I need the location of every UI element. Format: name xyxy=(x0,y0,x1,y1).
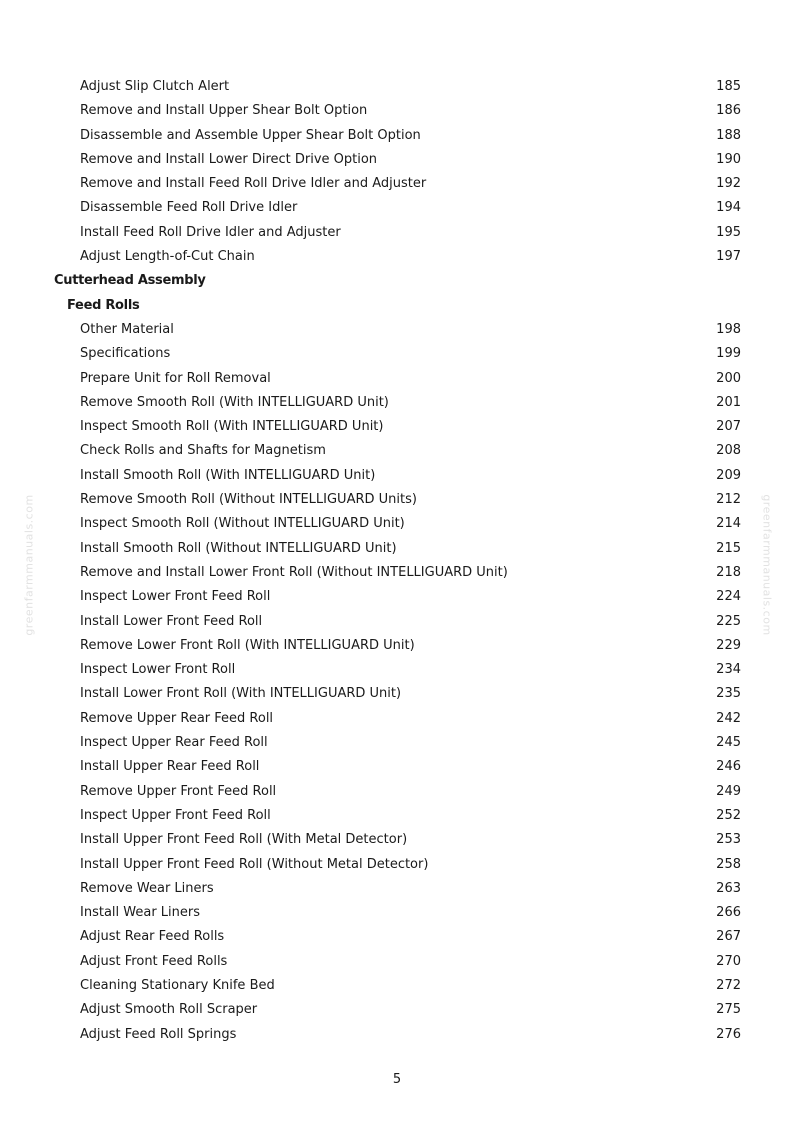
toc-entry-page: 235 xyxy=(716,686,741,702)
toc-entry[interactable] xyxy=(0,682,794,706)
toc-entry[interactable] xyxy=(0,318,794,342)
toc-entry-page: 194 xyxy=(716,200,741,216)
toc-entry-title: Adjust Front Feed Rolls xyxy=(80,953,228,969)
toc-entry-title: Install Feed Roll Drive Idler and Adjuster xyxy=(80,224,341,240)
toc-entry[interactable] xyxy=(0,804,794,828)
toc-entry-page: 276 xyxy=(716,1026,741,1042)
toc-entry-page: 200 xyxy=(716,370,741,386)
toc-section-heading[interactable] xyxy=(0,294,794,318)
toc-entry-title: Inspect Smooth Roll (With INTELLIGUARD Unit) xyxy=(80,419,384,435)
toc-entry-page: 215 xyxy=(716,540,741,556)
toc-entry-title: Inspect Smooth Roll (Without INTELLIGUARD Unit) xyxy=(80,516,405,532)
toc-entry-page: 267 xyxy=(716,929,741,945)
toc-entry[interactable] xyxy=(0,707,794,731)
toc-entry[interactable] xyxy=(0,245,794,269)
toc-entry[interactable] xyxy=(0,877,794,901)
toc-entry-page: 234 xyxy=(716,662,741,678)
toc-entry[interactable] xyxy=(0,925,794,949)
toc-entry-title: Adjust Smooth Roll Scraper xyxy=(80,1002,258,1018)
toc-entry-title: Disassemble and Assemble Upper Shear Bolt Option xyxy=(80,127,421,143)
page-number: 5 xyxy=(392,1072,402,1087)
watermark-right: greenfarmmanuals.com xyxy=(760,494,774,636)
watermark-left: greenfarmmanuals.com xyxy=(22,494,36,636)
toc-entry-page: 266 xyxy=(716,905,741,921)
toc-entry-title: Disassemble Feed Roll Drive Idler xyxy=(80,200,298,216)
toc-entry[interactable] xyxy=(0,148,794,172)
toc-entry-title: Remove and Install Upper Shear Bolt Option xyxy=(80,103,368,119)
toc-entry-title: Remove and Install Lower Direct Drive Option xyxy=(80,151,378,167)
toc-entry[interactable] xyxy=(0,1023,794,1047)
toc-entry-page: 199 xyxy=(716,346,741,362)
toc-entry[interactable] xyxy=(0,537,794,561)
toc-entry-page: 252 xyxy=(716,807,741,823)
toc-entry-page: 218 xyxy=(716,564,741,580)
toc-entry-page: 253 xyxy=(716,832,741,848)
toc-entry[interactable] xyxy=(0,439,794,463)
toc-entry-title: Adjust Slip Clutch Alert xyxy=(80,79,230,94)
toc-entry[interactable] xyxy=(0,99,794,123)
toc-entry[interactable] xyxy=(0,367,794,391)
toc-entry-page: 275 xyxy=(716,1002,741,1018)
toc-entry-title: Adjust Feed Roll Springs xyxy=(80,1026,237,1042)
toc-entry-title: Check Rolls and Shafts for Magnetism xyxy=(80,443,326,459)
toc-entry-title: Remove Smooth Roll (With INTELLIGUARD Unit) xyxy=(80,394,389,410)
toc-entry-title: Cleaning Stationary Knife Bed xyxy=(80,977,275,993)
toc-entry[interactable] xyxy=(0,342,794,366)
toc-entry-page: 245 xyxy=(716,735,741,751)
toc-entry-page: 263 xyxy=(716,880,741,896)
toc-entry[interactable] xyxy=(0,75,794,99)
toc-entry[interactable] xyxy=(0,731,794,755)
toc-entry[interactable] xyxy=(0,561,794,585)
toc-entry[interactable] xyxy=(0,634,794,658)
toc-entry-title: Install Smooth Roll (Without INTELLIGUARD Unit) xyxy=(80,540,397,556)
toc-entry-page: 212 xyxy=(716,492,741,508)
toc-entry-page: 214 xyxy=(716,516,741,532)
toc-entry-title: Remove Smooth Roll (Without INTELLIGUARD Units) xyxy=(80,492,417,508)
toc-entry-title: Specifications xyxy=(80,346,171,362)
toc-entry-page: 201 xyxy=(716,394,741,410)
toc-entry[interactable] xyxy=(0,172,794,196)
toc-entry[interactable] xyxy=(0,828,794,852)
toc-entry-title: Install Wear Liners xyxy=(80,905,201,921)
toc-entry[interactable] xyxy=(0,755,794,779)
toc-section-heading[interactable] xyxy=(0,269,794,293)
toc-entry[interactable] xyxy=(0,658,794,682)
toc-entry-title: Remove and Install Lower Front Roll (Without INTELLIGUARD Unit) xyxy=(80,564,508,580)
toc-entry-title: Inspect Lower Front Feed Roll xyxy=(80,589,271,605)
toc-entry-page: 188 xyxy=(716,127,741,143)
toc-entry-title: Inspect Lower Front Roll xyxy=(80,662,236,678)
toc-entry-title: Inspect Upper Front Feed Roll xyxy=(80,807,271,823)
toc-entry[interactable] xyxy=(0,415,794,439)
toc-entry-page: 198 xyxy=(716,321,741,337)
toc-entry-title: Other Material xyxy=(80,321,174,337)
toc-entry-title: Install Smooth Roll (With INTELLIGUARD Unit) xyxy=(80,467,376,483)
toc-entry-title: Adjust Rear Feed Rolls xyxy=(80,929,225,945)
toc-entry[interactable] xyxy=(0,124,794,148)
toc-entry-title: Install Upper Front Feed Roll (Without Metal Detector) xyxy=(80,856,429,872)
toc-entry-page: 229 xyxy=(716,637,741,653)
toc-entry-page: 224 xyxy=(716,589,741,605)
toc-entry[interactable] xyxy=(0,901,794,925)
toc-entry-page: 225 xyxy=(716,613,741,629)
toc-entry-page: 209 xyxy=(716,467,741,483)
toc-entry-page: 258 xyxy=(716,856,741,872)
toc-entry[interactable] xyxy=(0,512,794,536)
toc-entry[interactable] xyxy=(0,998,794,1022)
toc-entry-page: 270 xyxy=(716,953,741,969)
toc-entry-page: 190 xyxy=(716,151,741,167)
toc-entry-page: 185 xyxy=(716,79,741,94)
toc-entry-page: 195 xyxy=(716,224,741,240)
toc-entry-title: Install Lower Front Roll (With INTELLIGUARD Unit) xyxy=(80,686,402,702)
toc-entry[interactable] xyxy=(0,950,794,974)
table-of-contents xyxy=(0,75,794,1047)
toc-entry-page: 242 xyxy=(716,710,741,726)
toc-entry-title: Prepare Unit for Roll Removal xyxy=(80,370,271,386)
toc-entry[interactable] xyxy=(0,974,794,998)
toc-entry[interactable] xyxy=(0,391,794,415)
toc-entry-title: Remove and Install Feed Roll Drive Idler and Adjuster xyxy=(80,176,427,192)
toc-entry[interactable] xyxy=(0,853,794,877)
toc-entry-title: Feed Rolls xyxy=(67,297,140,313)
toc-entry-title: Inspect Upper Rear Feed Roll xyxy=(80,735,268,751)
toc-entry[interactable] xyxy=(0,585,794,609)
toc-entry-title: Install Upper Rear Feed Roll xyxy=(80,759,260,775)
toc-entry[interactable] xyxy=(0,610,794,634)
toc-entry-page: 197 xyxy=(716,249,741,265)
toc-entry-title: Install Upper Front Feed Roll (With Metal Detector) xyxy=(80,832,408,848)
toc-entry[interactable] xyxy=(0,488,794,512)
toc-entry[interactable] xyxy=(0,464,794,488)
toc-entry-page: 186 xyxy=(716,103,741,119)
toc-entry-page: 208 xyxy=(716,443,741,459)
toc-entry-title: Remove Upper Rear Feed Roll xyxy=(80,710,274,726)
toc-entry-title: Adjust Length-of-Cut Chain xyxy=(80,249,255,265)
toc-entry-title: Cutterhead Assembly xyxy=(54,273,206,289)
toc-entry[interactable] xyxy=(0,221,794,245)
toc-entry-page: 207 xyxy=(716,419,741,435)
toc-entry-page: 272 xyxy=(716,977,741,993)
toc-entry-page: 192 xyxy=(716,176,741,192)
toc-entry-title: Remove Upper Front Feed Roll xyxy=(80,783,277,799)
toc-entry-page: 249 xyxy=(716,783,741,799)
toc-entry-title: Remove Wear Liners xyxy=(80,880,214,896)
toc-entry-page: 246 xyxy=(716,759,741,775)
toc-entry[interactable] xyxy=(0,780,794,804)
toc-entry-title: Remove Lower Front Roll (With INTELLIGUARD Unit) xyxy=(80,637,415,653)
toc-entry[interactable] xyxy=(0,196,794,220)
toc-entry-title: Install Lower Front Feed Roll xyxy=(80,613,263,629)
